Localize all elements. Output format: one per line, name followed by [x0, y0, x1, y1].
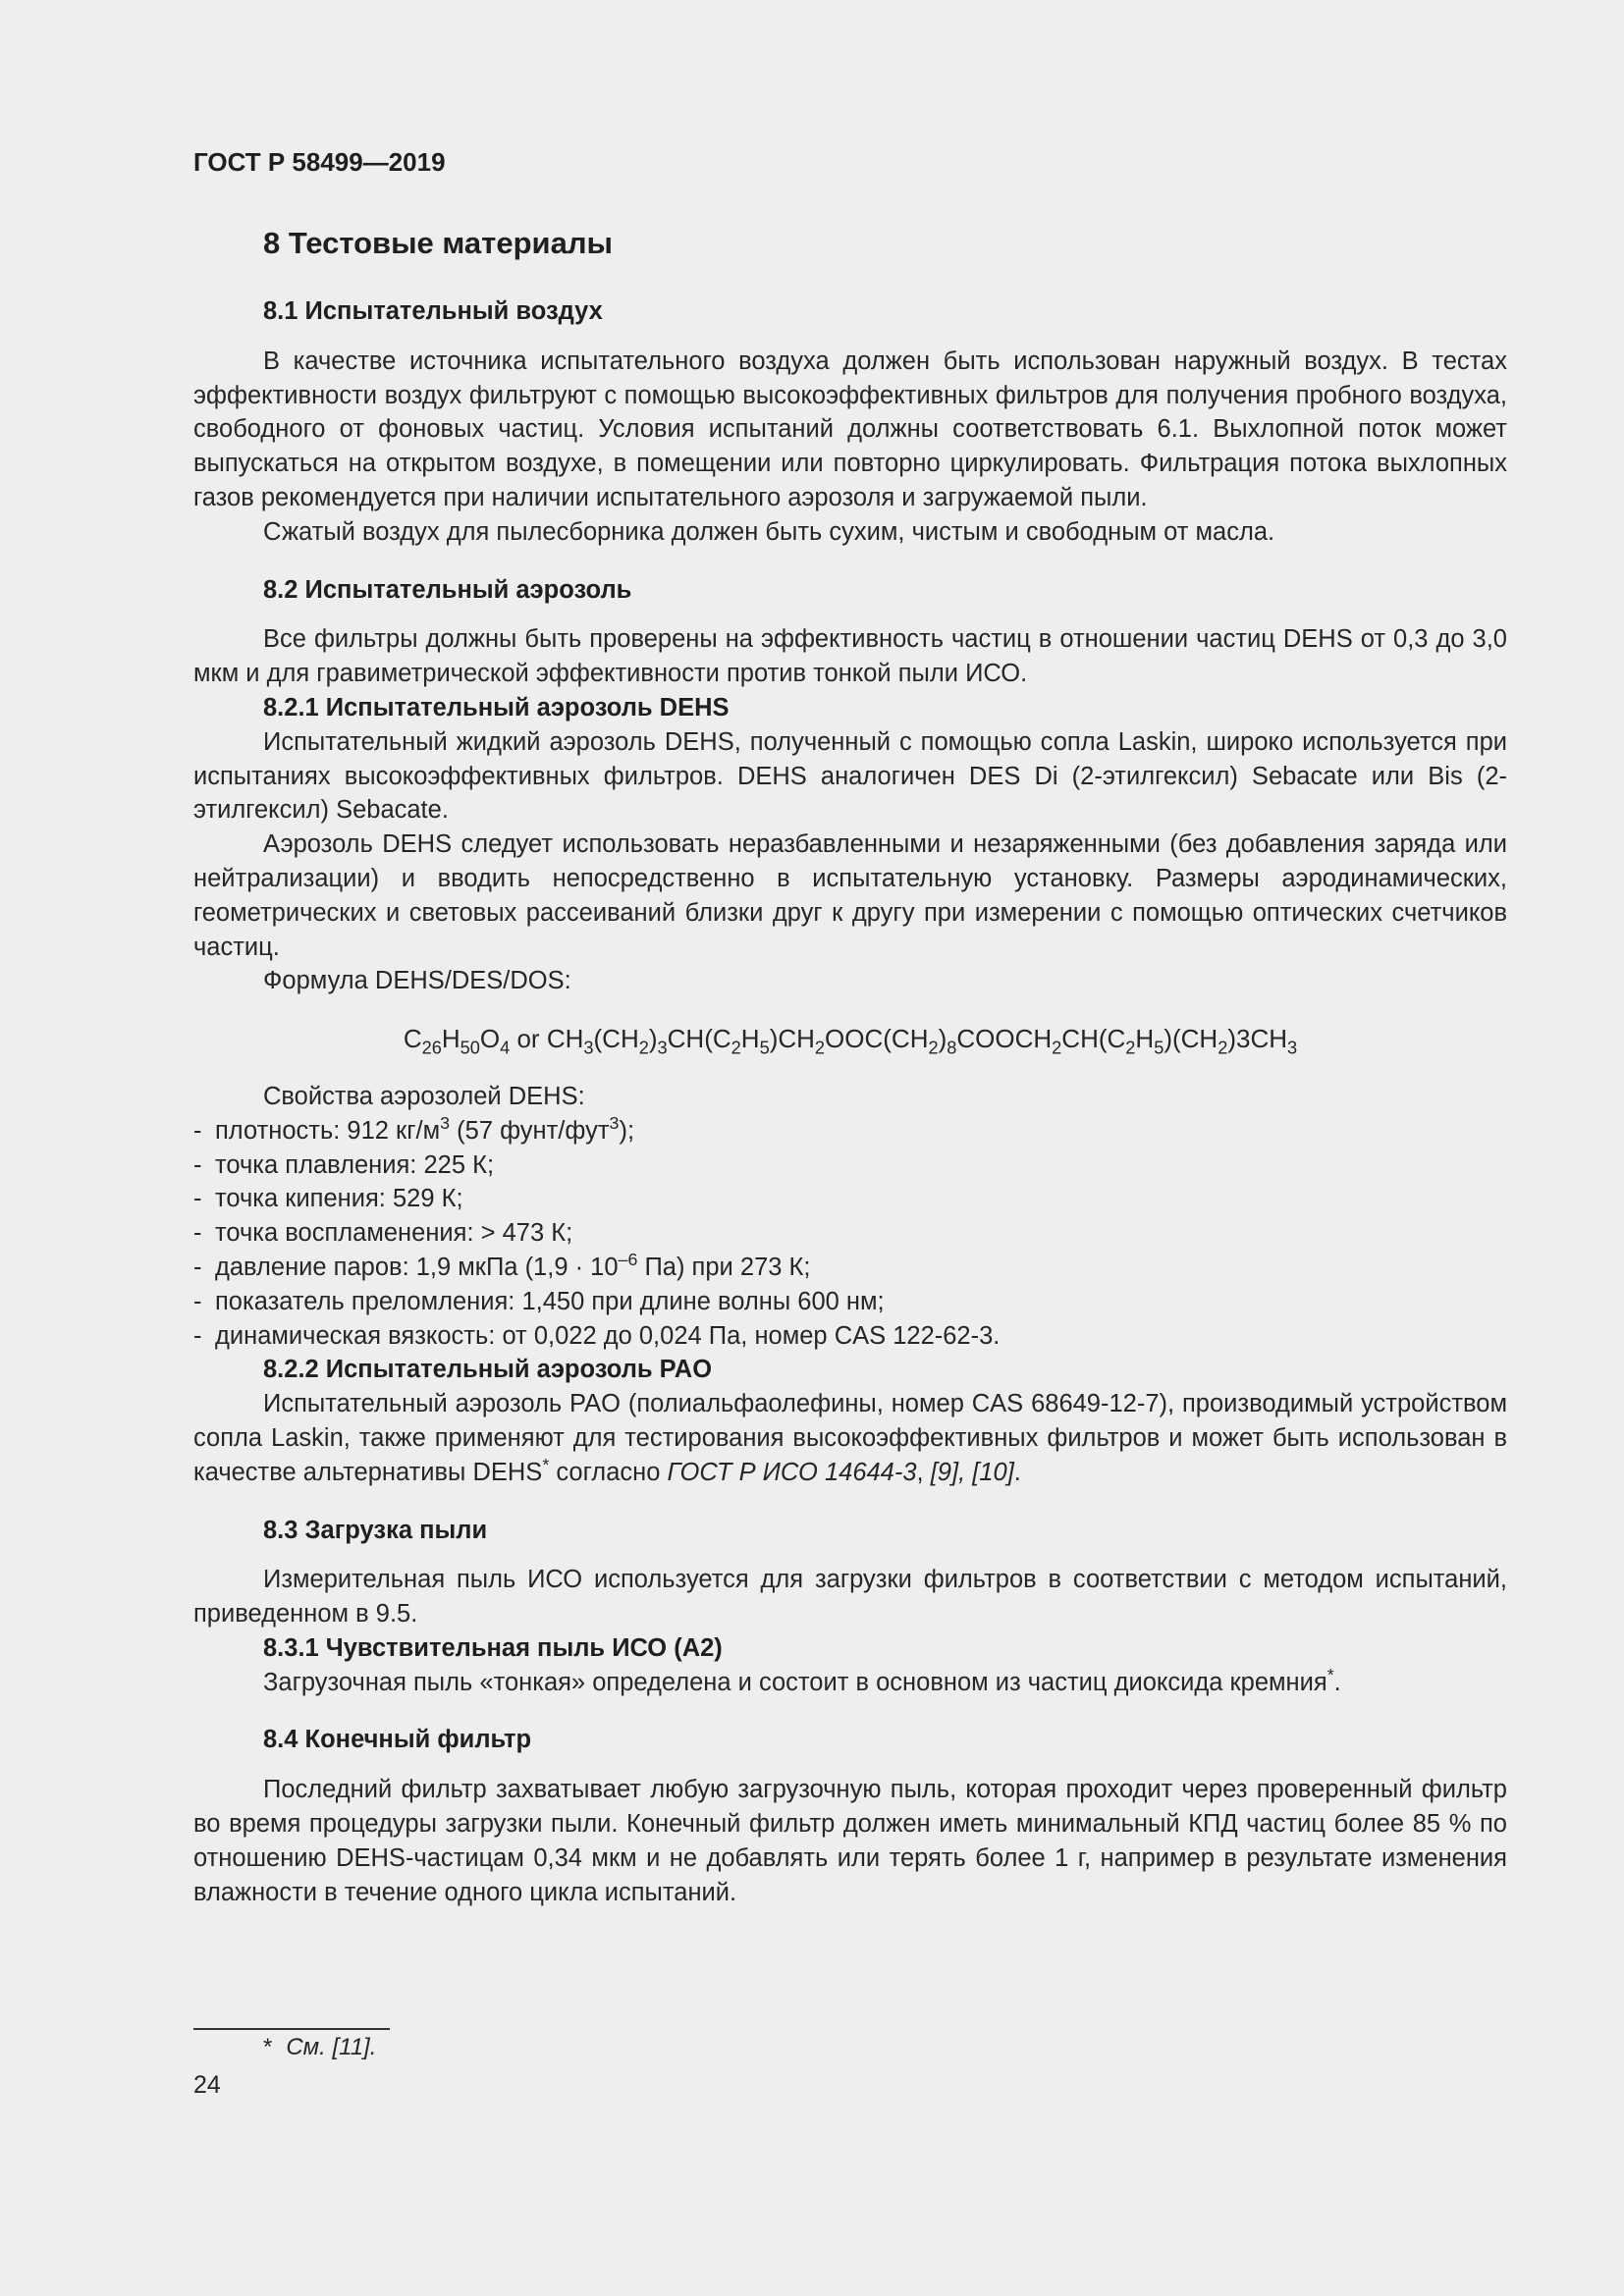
paragraph: Загрузочная пыль «тонкая» определена и состоит в основном из частиц диоксида кремния*.: [263, 1664, 1341, 1696]
list-item: - плотность: 912 $кг/м^3$ (57 фунт/фут$^3$);: [193, 1114, 1507, 1148]
main-content: [193, 224, 1507, 1909]
subsection-title-8-1: 8.1 Испытательный воздух: [263, 297, 603, 325]
standard-reference: ГОСТ Р ИСО 14644-3: [667, 1458, 917, 1486]
list-item: - точка кипения: 529 К;: [193, 1182, 1507, 1216]
section-title: 8 Тестовые материалы: [263, 226, 614, 260]
subsection-title-8-3-1: 8.3.1 Чувствительная пыль ИСО (A2): [263, 1633, 723, 1662]
page-number: 24: [193, 2071, 221, 2099]
subsection-title-8-2-1: 8.2.1 Испытательный аэрозоль DEHS: [263, 693, 730, 721]
footnote-divider: [193, 2028, 390, 2030]
list-item: - показатель преломления: 1,450 при длине волны 600 нм;: [193, 1285, 1507, 1319]
footnote: * См. [11].: [263, 2034, 377, 2060]
formula-label: Формула DEHS/DES/DOS:: [263, 967, 571, 995]
subsection-title-8-2-2: 8.2.2 Испытательный аэрозоль PAO: [263, 1356, 713, 1384]
properties-label: Свойства аэрозолей DEHS:: [263, 1082, 585, 1110]
document-id: ГОСТ Р 58499—2019: [193, 147, 446, 177]
list-item: - точка плавления: 225 К;: [193, 1148, 1507, 1183]
subsection-title-8-2: 8.2 Испытательный аэрозоль: [263, 575, 632, 604]
bibliography-reference: [9], [10]: [930, 1458, 1014, 1486]
paragraph: Измерительная пыль ИСО используется для загрузки фильтров в соответствии с методом испытаний, приведенном в 9.5.: [193, 1566, 1507, 1629]
paragraph: Последний фильтр захватывает любую загрузочную пыль, которая проходит через проверенный фильтр во время процедуры загрузки пыли. Конечный фильтр должен иметь минимальный КПД частиц более 85 % по отношению DEHS-частицам 0,34 мкм и не добавлять или терять более 1 г, например в результате изменения влажности в течение одного цикла испытаний.: [193, 1776, 1507, 1906]
subsection-title-8-3: 8.3 Загрузка пыли: [263, 1516, 488, 1544]
paragraph: Аэрозоль DEHS следует использовать неразбавленными и незаряженными (без добавления заряда или нейтрализации) и вводить непосредственно в испытательную установку. Размеры аэродинамических, геометрических и световых рассеиваний близки друг к другу при измерении с помощью оптических счетчиков частиц.: [193, 830, 1507, 961]
paragraph: Испытательный аэрозоль PAO (полиальфаолефины, номер CAS 68649-12-7), производимый устройством сопла Laskin, также применяют для тестирования высокоэффективных фильтров и может быть использован в качестве альтернативы DEHS* согласно ГОСТ Р ИСО 14644-3, [9], [10].: [193, 1390, 1507, 1486]
list-item: - точка воспламенения: > 473 К;: [193, 1216, 1507, 1251]
paragraph: Сжатый воздух для пылесборника должен быть сухим, чистым и свободным от масла.: [263, 517, 1275, 546]
list-item: - динамическая вязкость: от 0,022 до 0,024 Па, номер CAS 122-62-3.: [193, 1319, 1507, 1354]
subsection-title-8-4: 8.4 Конечный фильтр: [263, 1726, 532, 1754]
chemical-formula: $C_{26}H_{50}O_4$ or $CH_3(CH_2)_3CH(C_2H_5)CH_2OOC(CH_2)_8COOCH_2CH(C_2H_5)(CH_2)3CH_3$: [403, 1024, 1298, 1058]
paragraph: Испытательный жидкий аэрозоль DEHS, полученный с помощью сопла Laskin, широко используется при испытаниях высокоэффективных фильтров. DEHS аналогичен DES Di (2-этилгексил) Sebacate или Bis (2-этилгексил) Sebacate.: [193, 727, 1507, 825]
paragraph: Все фильтры должны быть проверены на эффективность частиц в отношении частиц DEHS от 0,3 до 3,0 мкм и для гравиметрической эффективности против тонкой пыли ИСО.: [193, 625, 1507, 688]
list-item: - давление паров: 1,9 мкПа ($1,9 \cdot 10^{-6}$ Па) при 273 К;: [193, 1251, 1507, 1285]
paragraph: В качестве источника испытательного воздуха должен быть использован наружный воздух. В тестах эффективности воздух фильтруют с помощью высокоэффективных фильтров для получения пробного воздуха, свободного от фоновых частиц. Условия испытаний должны соответствовать 6.1. Выхлопной поток может выпускаться на открытом воздухе, в помещении или повторно циркулировать. Фильтрация потока выхлопных газов рекомендуется при наличии испытательного аэрозоля и загружаемой пыли.: [193, 347, 1507, 511]
properties-list: [193, 1114, 1507, 1354]
